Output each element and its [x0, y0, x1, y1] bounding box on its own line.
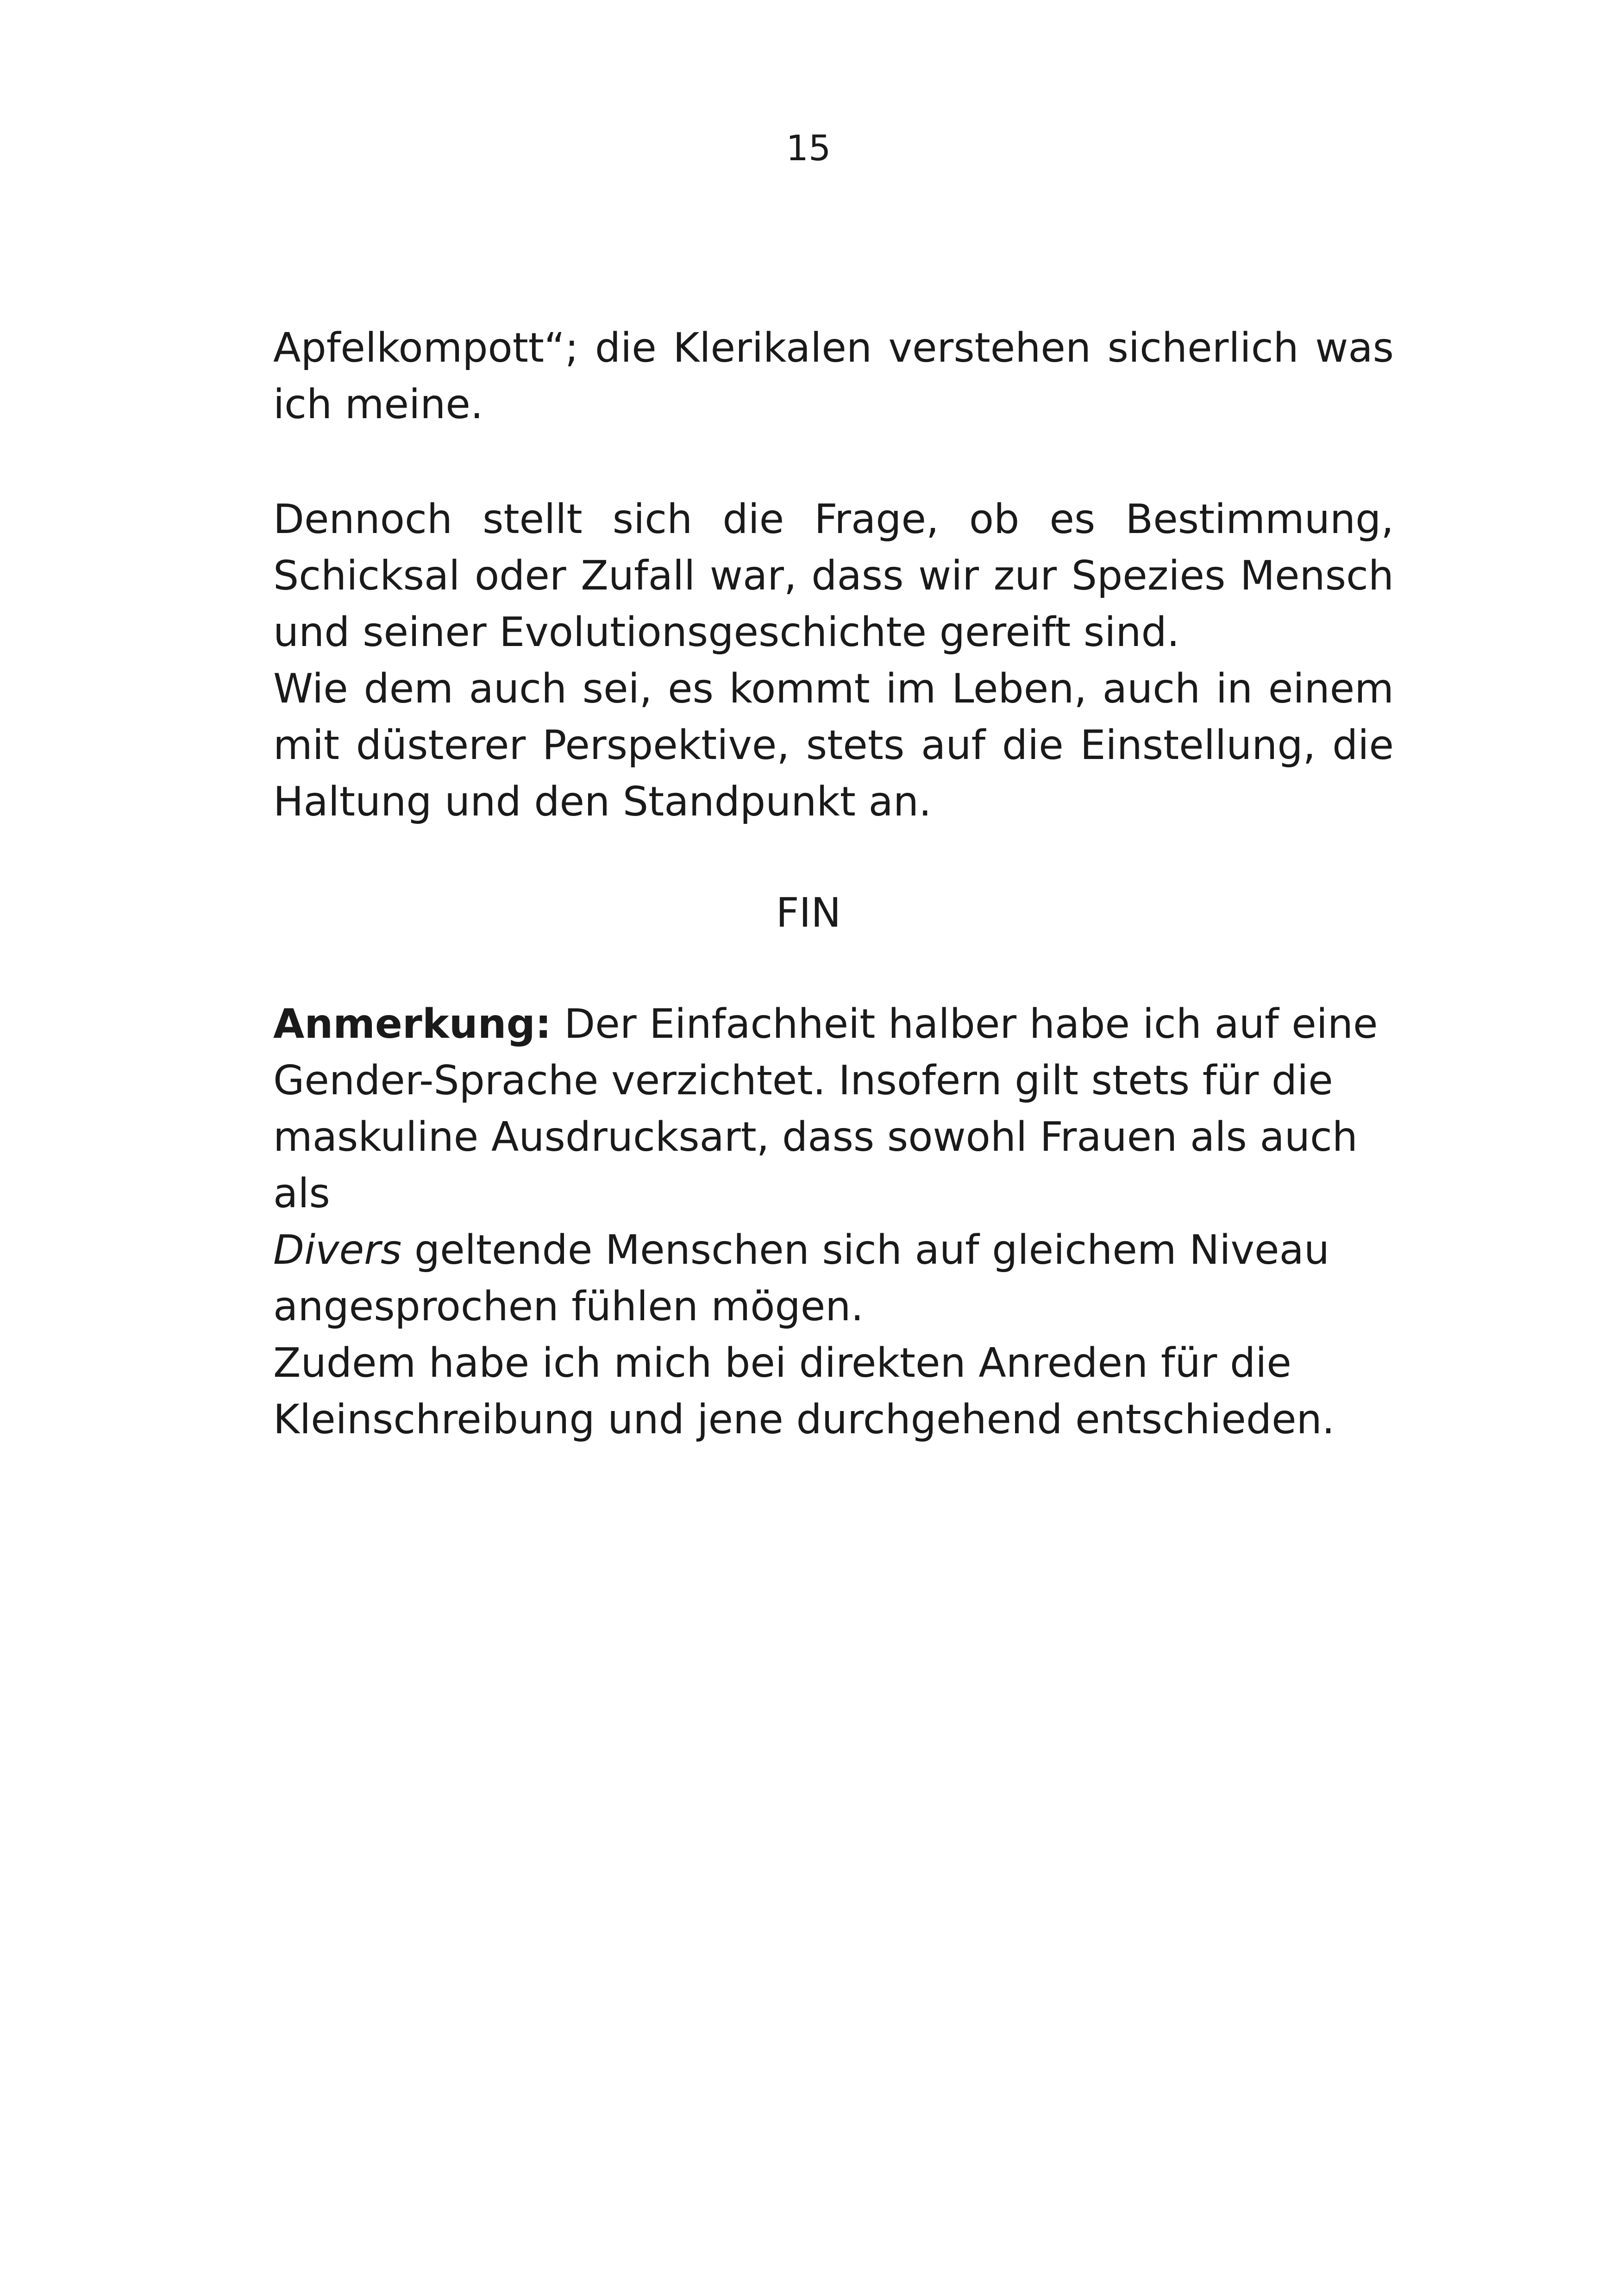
paragraph-apfelkompott: Apfelkompott“; die Klerikalen verstehen sicherlich was ich meine.	[273, 324, 1394, 428]
note-text-1: Der Einfachheit halber habe ich auf eine	[551, 1000, 1378, 1048]
note-line-7: Kleinschreibung und jene durchgehend entschieden.	[273, 1396, 1335, 1443]
note-line-5: angesprochen fühlen mögen.	[273, 1283, 864, 1330]
paragraph-dennoch: Dennoch stellt sich die Frage, ob es Bestimmung, Schicksal oder Zufall war, dass wir zur Spezies Mensch und seiner Evolutionsgeschichte gereift sind.	[273, 496, 1394, 656]
paragraph-wie-dem-auch-sei: Wie dem auch sei, es kommt im Leben, auch in einem mit düsterer Perspektive, stets auf die Einstellung, die Haltung und den Standpunkt an.	[273, 665, 1394, 825]
note-label: Anmerkung:	[273, 1000, 552, 1048]
paragraph-block-dennoch	[273, 491, 1394, 830]
note-line-4	[273, 1222, 1394, 1278]
note-paragraph	[273, 996, 1394, 1448]
note-italic-divers: Divers	[273, 1226, 402, 1273]
note-line-1	[273, 996, 1394, 1052]
note-line-2: Gender-Sprache verzichtet. Insofern gilt stets für die	[273, 1057, 1333, 1104]
note-line-6: Zudem habe ich mich bei direkten Anreden für die	[273, 1339, 1291, 1386]
note-text-4: geltende Menschen sich auf gleichem Niveau	[401, 1226, 1329, 1273]
page-number: 15	[786, 127, 831, 169]
note-line-3: maskuline Ausdrucksart, dass sowohl Frauen als auch als	[273, 1113, 1358, 1217]
fin-marker: FIN	[776, 889, 841, 936]
